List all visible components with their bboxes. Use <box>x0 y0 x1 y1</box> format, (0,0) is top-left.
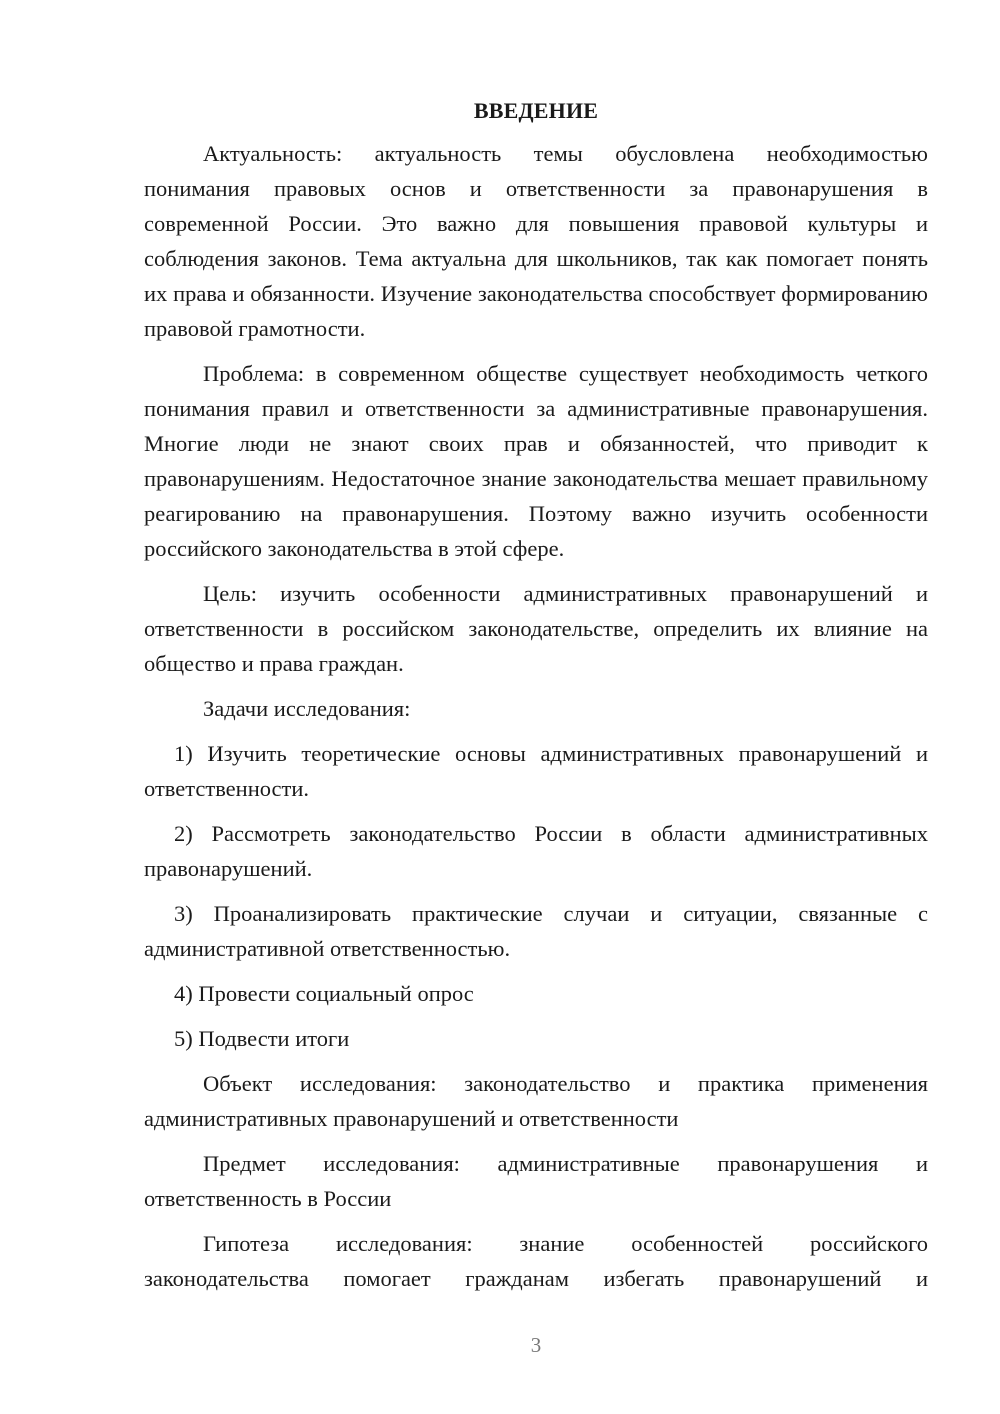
task-item-1: 1) Изучить теоретические основы административных правонарушений и ответственности. <box>144 741 928 801</box>
task-item-3: 3) Проанализировать практические случаи и ситуации, связанные с административной ответственностью. <box>144 901 928 961</box>
document-title: ВВЕДЕНИЕ <box>473 98 599 123</box>
subject-paragraph: Предмет исследования: административные правонарушения и ответственность в России <box>144 1151 928 1211</box>
task-item-5: 5) Подвести итоги <box>174 1026 350 1051</box>
task-item-4: 4) Провести социальный опрос <box>174 981 474 1006</box>
relevance-paragraph: Актуальность: актуальность темы обусловлена необходимостью понимания правовых основ и ответственности за правонарушения в современной России. Это важно для повышения правовой культуры и соблюдения законов. Тема актуальна для школьников, так как помогает понять их права и обязанности. Изучение законодательства способствует формированию правовой грамотности. <box>144 141 928 341</box>
hypothesis-paragraph: Гипотеза исследования: знание особенностей российского законодательства помогает гражданам избегать правонарушений и <box>144 1231 928 1291</box>
problem-paragraph: Проблема: в современном обществе существует необходимость четкого понимания правил и ответственности за административные правонарушения. Многие люди не знают своих прав и обязанностей, что приводит к правонарушениям. Недостаточное знание законодательства мешает правильному реагированию на правонарушения. Поэтому важно изучить особенности российского законодательства в этой сфере. <box>144 361 928 561</box>
document-page <box>144 96 928 1306</box>
tasks-heading: Задачи исследования: <box>203 696 411 721</box>
goal-paragraph: Цель: изучить особенности административных правонарушений и ответственности в российском законодательстве, определить их влияние на общество и права граждан. <box>144 581 928 676</box>
task-item-2: 2) Рассмотреть законодательство России в области административных правонарушений. <box>144 821 928 881</box>
object-paragraph: Объект исследования: законодательство и практика применения административных правонарушений и ответственности <box>144 1071 928 1131</box>
page-number: 3 <box>530 1333 542 1357</box>
